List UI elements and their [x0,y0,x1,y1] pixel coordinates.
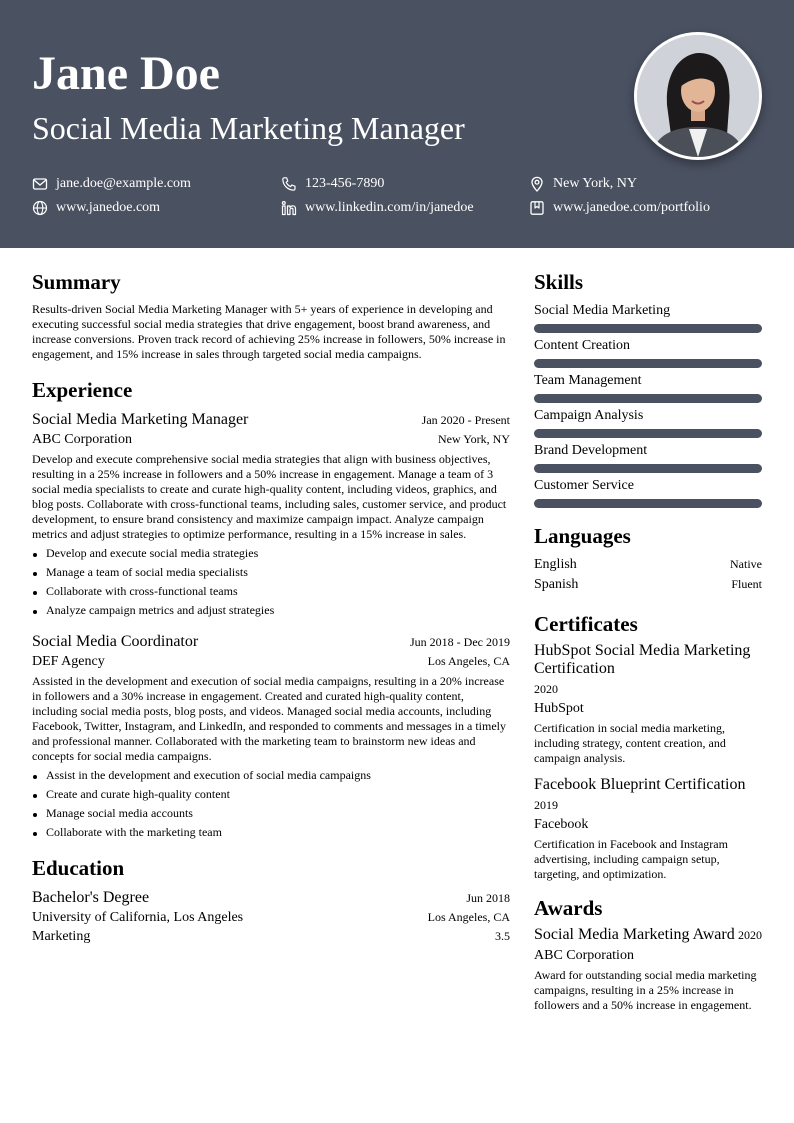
education-section [32,854,510,946]
languages-section [534,522,762,594]
contact-email[interactable] [32,175,191,193]
skill-bar [534,464,762,473]
skill-name: Team Management [534,373,642,388]
education-date: Jun 2018 [466,891,510,905]
list-item: Analyze campaign metrics and adjust strategies [32,603,510,618]
skill-bar [534,394,762,403]
job-location: New York, NY [437,432,510,446]
language-level: Fluent [731,577,762,591]
list-item: Manage a team of social media specialists [32,565,510,580]
certificate-year: 2019 [534,798,558,812]
list-item: Collaborate with the marketing team [32,825,510,840]
skill-name: Customer Service [534,478,634,493]
experience-section [32,376,510,840]
portfolio-text: www.janedoe.com/portfolio [553,200,710,215]
linkedin-text: www.linkedin.com/in/janedoe [305,200,474,215]
skill-bar [534,324,762,333]
job-location: Los Angeles, CA [427,654,510,668]
contact-location [529,175,637,193]
job-description: Assisted in the development and execution of social media campaigns, resulting in a 20% increase in followers and a 30% increase in engagement. Created and curated high-quality content, including social media posts, blog posts, and videos. Managed social media accounts, including Facebook, Twitter, Instagram, and LinkedIn, and responded to comments and messages in a timely and professional manner. Collaborated with the marketing team to brainstorm new ideas and concepts for social media campaigns. [32,674,507,763]
skill-bar [534,429,762,438]
summary-section [32,268,510,362]
certificate-year: 2020 [534,682,558,696]
degree: Bachelor's Degree [32,889,150,906]
job-company: DEF Agency [32,654,105,669]
website-text: www.janedoe.com [56,200,161,215]
job-description: Develop and execute comprehensive social media strategies that align with business objectives, resulting in a 25% increase in followers and a 50% increase in engagement. Manage a team of 3 social media specialists to create and curate high-quality content, including videos, graphics, and blog posts. Collaborate with cross-functional teams, including sales, customer service, and product development, to ensure brand consistency and maximize campaign impact. Analyze campaign metrics and adjust strategies to optimize performance, resulting in a 15% increase in sales. [32,452,507,541]
award-year: 2020 [738,928,762,942]
job-bullets [32,768,510,840]
gpa: 3.5 [495,929,510,943]
education-heading: Education [32,856,125,880]
location-text: New York, NY [553,176,638,191]
certificate-issuer: HubSpot [534,701,584,716]
list-item: Collaborate with cross-functional teams [32,584,510,599]
certificates-section [534,610,762,882]
skill-name: Content Creation [534,338,631,353]
list-item: Manage social media accounts [32,806,510,821]
person-name: Jane Doe [32,47,220,100]
award-description: Award for outstanding social media marketing campaigns, resulting in a 25% increase in followers and a 50% increase in engagement. [534,968,757,1012]
certificate-entry [534,642,762,766]
list-item: Assist in the development and execution of social media campaigns [32,768,510,783]
envelope-icon [32,176,48,192]
contact-website[interactable] [32,199,160,217]
skill-bar [534,359,762,368]
language-level: Native [730,557,762,571]
right-column [534,268,762,1013]
languages-heading: Languages [534,524,631,548]
job-title: Social Media Coordinator [32,633,199,650]
list-item: Develop and execute social media strategies [32,546,510,561]
contact-portfolio[interactable] [529,199,710,217]
job-title: Social Media Marketing Manager [32,411,249,428]
certificate-description: Certification in Facebook and Instagram advertising, including campaign setup, targeting, and optimization. [534,837,728,881]
job-dates: Jun 2018 - Dec 2019 [410,635,510,649]
profile-photo [634,32,762,160]
field-of-study: Marketing [32,929,91,944]
school-location: Los Angeles, CA [427,910,510,924]
contact-phone[interactable] [281,175,384,193]
skills-section [534,268,762,508]
contact-linkedin[interactable] [281,199,474,217]
language-name: Spanish [534,577,579,592]
certificates-heading: Certificates [534,612,638,636]
skill-name: Campaign Analysis [534,408,644,423]
phone-text: 123-456-7890 [305,176,385,191]
certificate-description: Certification in social media marketing, including strategy, content creation, and campaign analysis. [534,721,726,765]
globe-icon [32,200,48,216]
certificate-name: Facebook Blueprint Certification [534,776,746,793]
phone-icon [281,176,297,192]
job-entry [32,410,510,618]
resume-header [0,0,794,248]
job-company: ABC Corporation [32,432,132,447]
experience-heading: Experience [32,378,133,402]
job-entry [32,632,510,840]
email-text: jane.doe@example.com [56,176,191,191]
summary-text: Results-driven Social Media Marketing Manager with 5+ years of experience in developing and executing successful social media strategies that drive engagement, boost brand awareness, and increase conversions. Proven track record of achieving 25% increase in followers, 50% increase in engagement, and 15% increase in sales through targeted social media campaigns. [32,302,506,361]
certificate-name: HubSpot Social Media Marketing Certification [534,642,751,677]
summary-heading: Summary [32,270,121,294]
job-dates: Jan 2020 - Present [421,413,510,427]
linkedin-icon [281,200,297,216]
language-name: English [534,557,577,572]
awards-section [534,894,762,1013]
map-pin-icon [529,176,545,192]
skill-bar [534,499,762,508]
job-bullets [32,546,510,618]
certificate-entry [534,776,762,882]
award-issuer: ABC Corporation [534,948,634,963]
left-column [32,268,510,946]
certificate-issuer: Facebook [534,817,589,832]
school-name: University of California, Los Angeles [32,910,244,925]
job-title: Social Media Marketing Manager [32,110,465,146]
skill-name: Social Media Marketing [534,303,671,318]
skill-name: Brand Development [534,443,648,458]
bookmark-icon [529,200,545,216]
awards-heading: Awards [534,896,603,920]
list-item: Create and curate high-quality content [32,787,510,802]
award-name: Social Media Marketing Award [534,926,735,943]
skills-heading: Skills [534,270,584,294]
